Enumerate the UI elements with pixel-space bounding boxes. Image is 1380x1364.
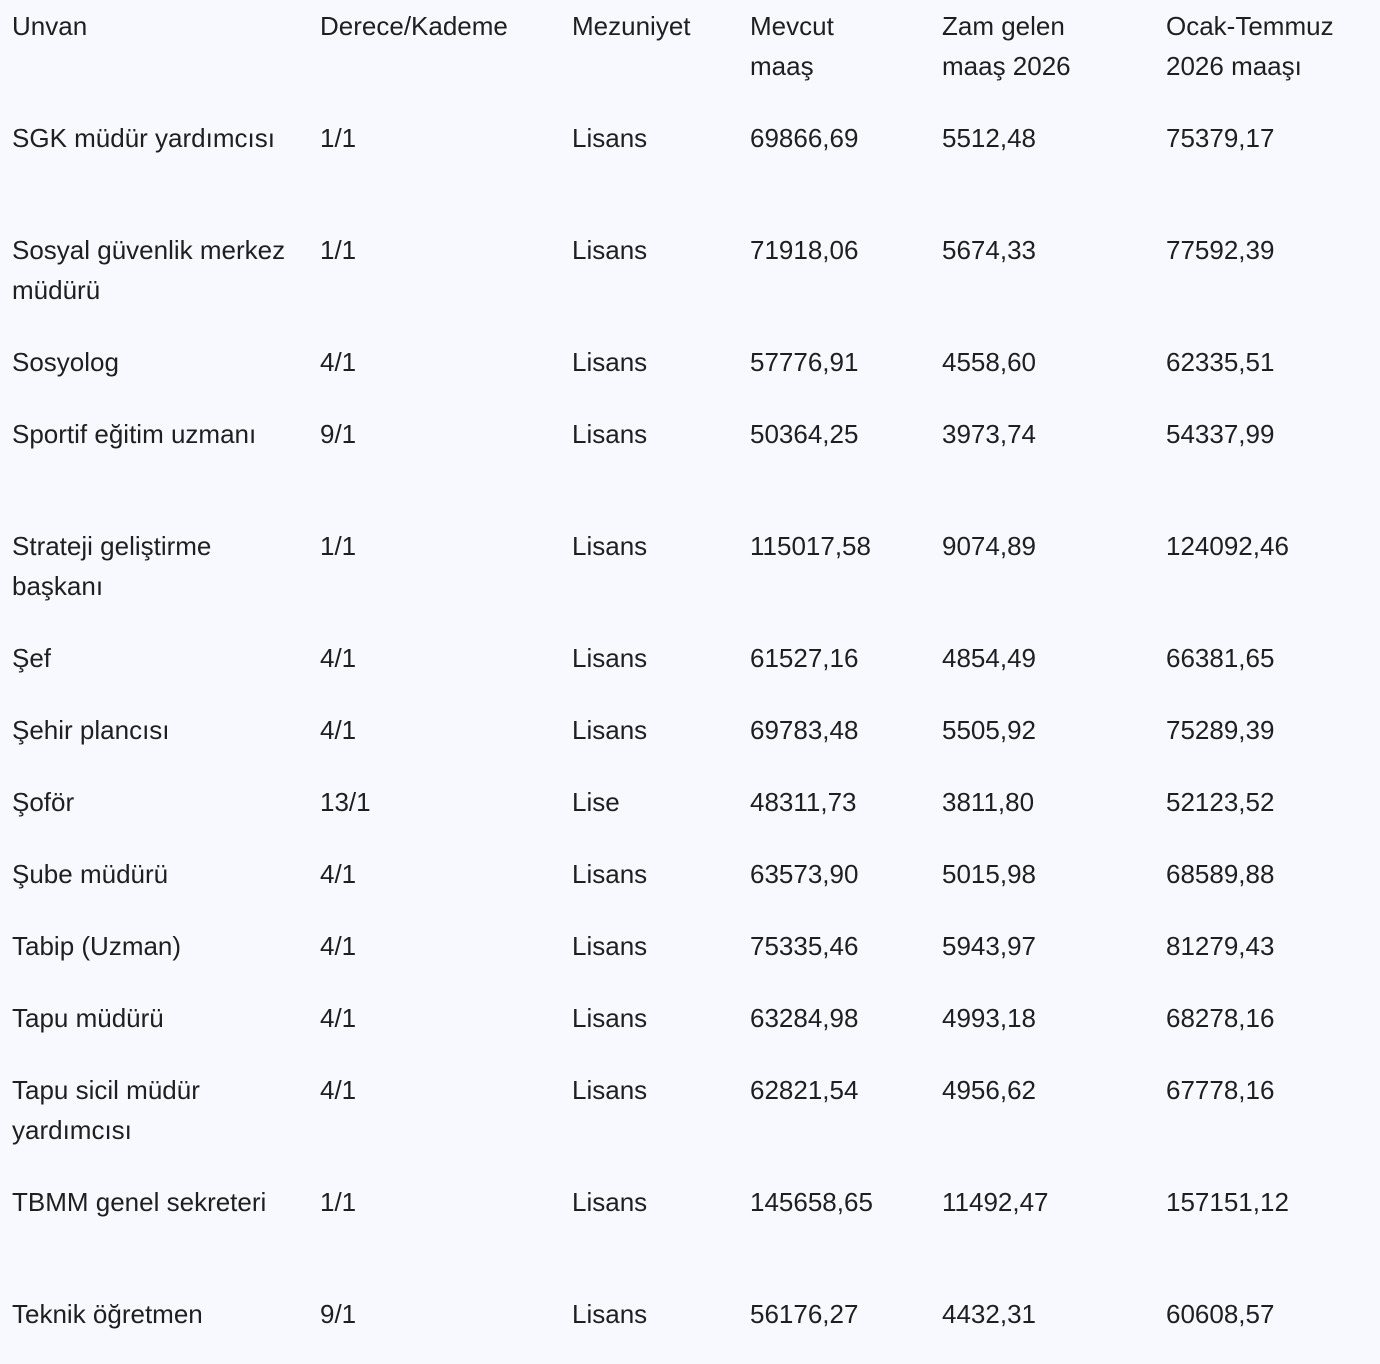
cell-zam: 4854,49: [942, 643, 1036, 673]
cell-zam: 4558,60: [942, 347, 1036, 377]
table-header-row: [0, 0, 1380, 112]
cell-mezuniyet: Lisans: [572, 1075, 648, 1105]
table-row: [0, 336, 1380, 408]
cell-derece: 1/1: [320, 1187, 357, 1217]
table-row: [0, 112, 1380, 224]
cell-mezuniyet: Lisans: [572, 715, 648, 745]
cell-mevcut: 61527,16: [750, 643, 859, 673]
cell-mevcut: 75335,46: [750, 931, 859, 961]
cell-mevcut: 50364,25: [750, 419, 859, 449]
cell-mezuniyet: Lisans: [572, 931, 648, 961]
cell-derece: 9/1: [320, 419, 357, 449]
table-row: [0, 992, 1380, 1064]
cell-unvan: Strateji geliştirme başkanı: [12, 531, 212, 601]
cell-mezuniyet: Lisans: [572, 235, 648, 265]
cell-unvan: Şube müdürü: [12, 859, 169, 889]
cell-mezuniyet: Lisans: [572, 347, 648, 377]
cell-ocak-temmuz: 54337,99: [1166, 419, 1275, 449]
cell-unvan: Tapu müdürü: [12, 1003, 164, 1033]
cell-zam: 3811,80: [942, 787, 1035, 817]
cell-mezuniyet: Lisans: [572, 1299, 648, 1329]
cell-derece: 4/1: [320, 1075, 357, 1105]
cell-derece: 1/1: [320, 123, 357, 153]
cell-unvan: Tabip (Uzman): [12, 931, 182, 961]
cell-unvan: Şoför: [12, 787, 75, 817]
cell-derece: 1/1: [320, 531, 357, 561]
header-ocak-temmuz-maasi: Ocak-Temmuz 2026 maaşı: [1166, 11, 1334, 81]
cell-zam: 5015,98: [942, 859, 1036, 889]
cell-mevcut: 63573,90: [750, 859, 859, 889]
cell-ocak-temmuz: 67778,16: [1166, 1075, 1275, 1105]
table-row: [0, 920, 1380, 992]
cell-mevcut: 57776,91: [750, 347, 859, 377]
cell-mezuniyet: Lisans: [572, 1187, 648, 1217]
cell-mezuniyet: Lise: [572, 787, 620, 817]
cell-derece: 4/1: [320, 715, 357, 745]
cell-unvan: Sosyolog: [12, 347, 119, 377]
cell-ocak-temmuz: 81279,43: [1166, 931, 1275, 961]
cell-mezuniyet: Lisans: [572, 643, 648, 673]
cell-ocak-temmuz: 77592,39: [1166, 235, 1275, 265]
table-row: [0, 632, 1380, 704]
cell-mevcut: 115017,58: [750, 531, 871, 561]
table-row: [0, 224, 1380, 336]
header-derece-kademe: Derece/Kademe: [320, 11, 508, 41]
cell-mevcut: 69866,69: [750, 123, 859, 153]
cell-unvan: Teknik öğretmen: [12, 1299, 203, 1329]
cell-zam: 4432,31: [942, 1299, 1036, 1329]
cell-mezuniyet: Lisans: [572, 1003, 648, 1033]
cell-mevcut: 62821,54: [750, 1075, 859, 1105]
cell-zam: 5943,97: [942, 931, 1036, 961]
cell-mevcut: 71918,06: [750, 235, 859, 265]
cell-derece: 9/1: [320, 1299, 357, 1329]
cell-ocak-temmuz: 75289,39: [1166, 715, 1275, 745]
header-mezuniyet: Mezuniyet: [572, 11, 691, 41]
cell-mezuniyet: Lisans: [572, 859, 648, 889]
cell-zam: 9074,89: [942, 531, 1036, 561]
table-row: [0, 776, 1380, 848]
cell-mezuniyet: Lisans: [572, 419, 648, 449]
cell-derece: 1/1: [320, 235, 357, 265]
cell-ocak-temmuz: 157151,12: [1166, 1187, 1289, 1217]
table-row: [0, 1064, 1380, 1176]
cell-unvan: Şef: [12, 643, 52, 673]
cell-derece: 4/1: [320, 643, 357, 673]
header-unvan: Unvan: [12, 11, 88, 41]
header-mevcut-maas: Mevcut maaş: [750, 11, 834, 81]
cell-ocak-temmuz: 68278,16: [1166, 1003, 1275, 1033]
cell-zam: 3973,74: [942, 419, 1036, 449]
cell-derece: 4/1: [320, 859, 357, 889]
cell-derece: 4/1: [320, 1003, 357, 1033]
cell-derece: 4/1: [320, 347, 357, 377]
cell-mezuniyet: Lisans: [572, 123, 648, 153]
cell-ocak-temmuz: 66381,65: [1166, 643, 1275, 673]
cell-derece: 4/1: [320, 931, 357, 961]
table-row: [0, 520, 1380, 632]
table-row: [0, 408, 1380, 520]
cell-unvan: SGK müdür yardımcısı: [12, 123, 275, 153]
cell-mezuniyet: Lisans: [572, 531, 648, 561]
cell-zam: 5512,48: [942, 123, 1036, 153]
cell-unvan: Şehir plancısı: [12, 715, 170, 745]
cell-zam: 11492,47: [942, 1187, 1049, 1217]
cell-unvan: Sportif eğitim uzmanı: [12, 419, 257, 449]
cell-ocak-temmuz: 124092,46: [1166, 531, 1289, 561]
cell-ocak-temmuz: 68589,88: [1166, 859, 1275, 889]
cell-unvan: Sosyal güvenlik merkez müdürü: [12, 235, 286, 305]
cell-zam: 4993,18: [942, 1003, 1036, 1033]
table-row: [0, 848, 1380, 920]
cell-mevcut: 63284,98: [750, 1003, 859, 1033]
cell-mevcut: 145658,65: [750, 1187, 873, 1217]
cell-zam: 5674,33: [942, 235, 1036, 265]
cell-derece: 13/1: [320, 787, 371, 817]
table-row: [0, 1176, 1380, 1288]
cell-ocak-temmuz: 75379,17: [1166, 123, 1275, 153]
cell-unvan: Tapu sicil müdür yardımcısı: [12, 1075, 200, 1145]
cell-ocak-temmuz: 62335,51: [1166, 347, 1275, 377]
cell-mevcut: 48311,73: [750, 787, 857, 817]
header-zam-gelen-maas: Zam gelen maaş 2026: [942, 11, 1071, 81]
cell-zam: 4956,62: [942, 1075, 1036, 1105]
cell-zam: 5505,92: [942, 715, 1036, 745]
cell-mevcut: 69783,48: [750, 715, 859, 745]
table-row: [0, 1288, 1380, 1360]
cell-ocak-temmuz: 52123,52: [1166, 787, 1275, 817]
cell-ocak-temmuz: 60608,57: [1166, 1299, 1275, 1329]
cell-unvan: TBMM genel sekreteri: [12, 1187, 267, 1217]
cell-mevcut: 56176,27: [750, 1299, 859, 1329]
table-row: [0, 704, 1380, 776]
